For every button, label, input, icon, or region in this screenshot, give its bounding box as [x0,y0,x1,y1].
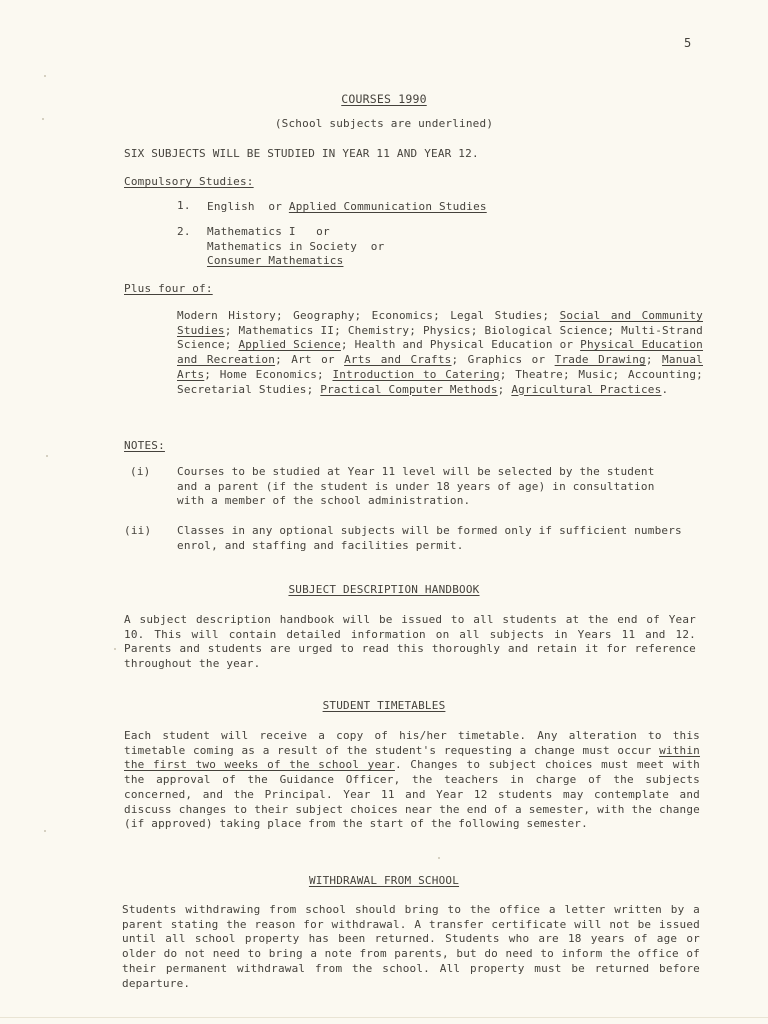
subject-text: ; Graphics or [451,353,555,367]
school-subject: Social and Community Studies [177,309,703,337]
school-subject: Trade Drawing [554,353,646,367]
subject-text: . [661,382,669,396]
timetables-deadline: within the first two weeks of the school year [124,743,700,772]
compulsory-item-1-subject: Applied Communication Studies [288,200,487,213]
paper-speck [438,857,440,859]
timetables-text-start: Each student will receive a copy of his/her timetable. Any alteration to this timetable coming as a result of the student's requesting a change must occur [124,729,700,757]
plus-four-heading: Plus four of: [124,282,213,295]
paper-speck [46,455,48,457]
subject-text: ; Home Economics; [204,367,333,381]
compulsory-item-2-line-2: Mathematics in Society or [207,239,385,253]
paper-speck [44,75,46,77]
subject-text: ; [497,382,512,396]
compulsory-item-2 [207,225,384,269]
compulsory-heading: Compulsory Studies: [124,175,254,188]
school-subject: Applied Science [238,338,341,352]
note-2-label: (ii) [124,524,152,537]
compulsory-item-2-line-3: Consumer Mathematics [207,254,344,268]
school-subject: Agricultural Practices [511,382,662,396]
note-1-label: (i) [130,465,151,478]
timetables-paragraph [124,729,700,832]
handbook-paragraph: A subject description handbook will be issued to all students at the end of Year 10. This will contain detailed information on all subjects in Years 11 and 12. Parents and students are urged to read this thoroughly and retain it for reference throughout the year. [124,613,696,671]
notes-heading: NOTES: [124,439,165,452]
handbook-heading: SUBJECT DESCRIPTION HANDBOOK [288,583,480,596]
subject-text: ; Health and Physical Education or [340,338,581,352]
paper-speck [44,830,46,832]
page-number: 5 [684,36,692,50]
withdrawal-paragraph: Students withdrawing from school should bring to the office a letter written by a parent stating the reason for withdrawal. A transfer certificate will not be issued until all school property has been returned. Students who are 18 years of age or older do not need to bring a note from parents, but do need to inform the office of their permanent withdrawal from the school. All property must be returned before departure. [122,903,700,990]
compulsory-item-2-line-1: Mathematics I or [207,225,330,238]
page-bottom-edge [0,1017,768,1018]
school-subject: Physical Education and Recreation [177,338,704,367]
subject-text: Modern History; Geography; Economics; Legal Studies; [177,309,560,322]
intro-line: SIX SUBJECTS WILL BE STUDIED IN YEAR 11 AND YEAR 12. [124,147,479,160]
compulsory-item-1-text: English or [207,200,289,213]
note-2-text: Classes in any optional subjects will be formed only if sufficient numbers enrol, and staffing and facilities permit. [177,524,682,552]
subject-text: ; Art or [275,353,345,367]
compulsory-item-2-number: 2. [177,225,191,238]
timetables-text-end: . Changes to subject choices must meet with the approval of the Guidance Officer, the teachers in charge of the subjects concerned, and the Principal. Year 11 and Year 12 students may contemplate and discuss changes to their subject choices near the end of a semester, with the change (if approved) taking place from the start of the following semester. [124,758,700,831]
withdrawal-heading: WITHDRAWAL FROM SCHOOL [308,874,460,887]
note-1-text: Courses to be studied at Year 11 level will be selected by the student and a parent (if the student is under 18 years of age) in consultation with a member of the school administration. [177,465,655,508]
timetables-heading: STUDENT TIMETABLES [322,699,446,712]
school-subject: Arts and Crafts [344,353,452,367]
plus-four-subject-list [177,309,703,397]
school-subject: Practical Computer Methods [320,382,498,396]
subject-text: ; Theatre; Music; Accounting; Secretarial Studies; [177,367,703,396]
page-subtitle: (School subjects are underlined) [274,117,494,130]
compulsory-item-1 [207,200,487,213]
page-title: COURSES 1990 [341,92,427,106]
subject-text: ; [645,353,663,367]
paper-speck [114,648,116,650]
school-subject: Manual Arts [177,353,703,381]
school-subject: Introduction to Catering [332,367,500,381]
compulsory-item-1-number: 1. [177,199,191,212]
subject-text: ; Mathematics II; Chemistry; Physics; Biological Science; Multi-Strand Science; [177,323,703,352]
